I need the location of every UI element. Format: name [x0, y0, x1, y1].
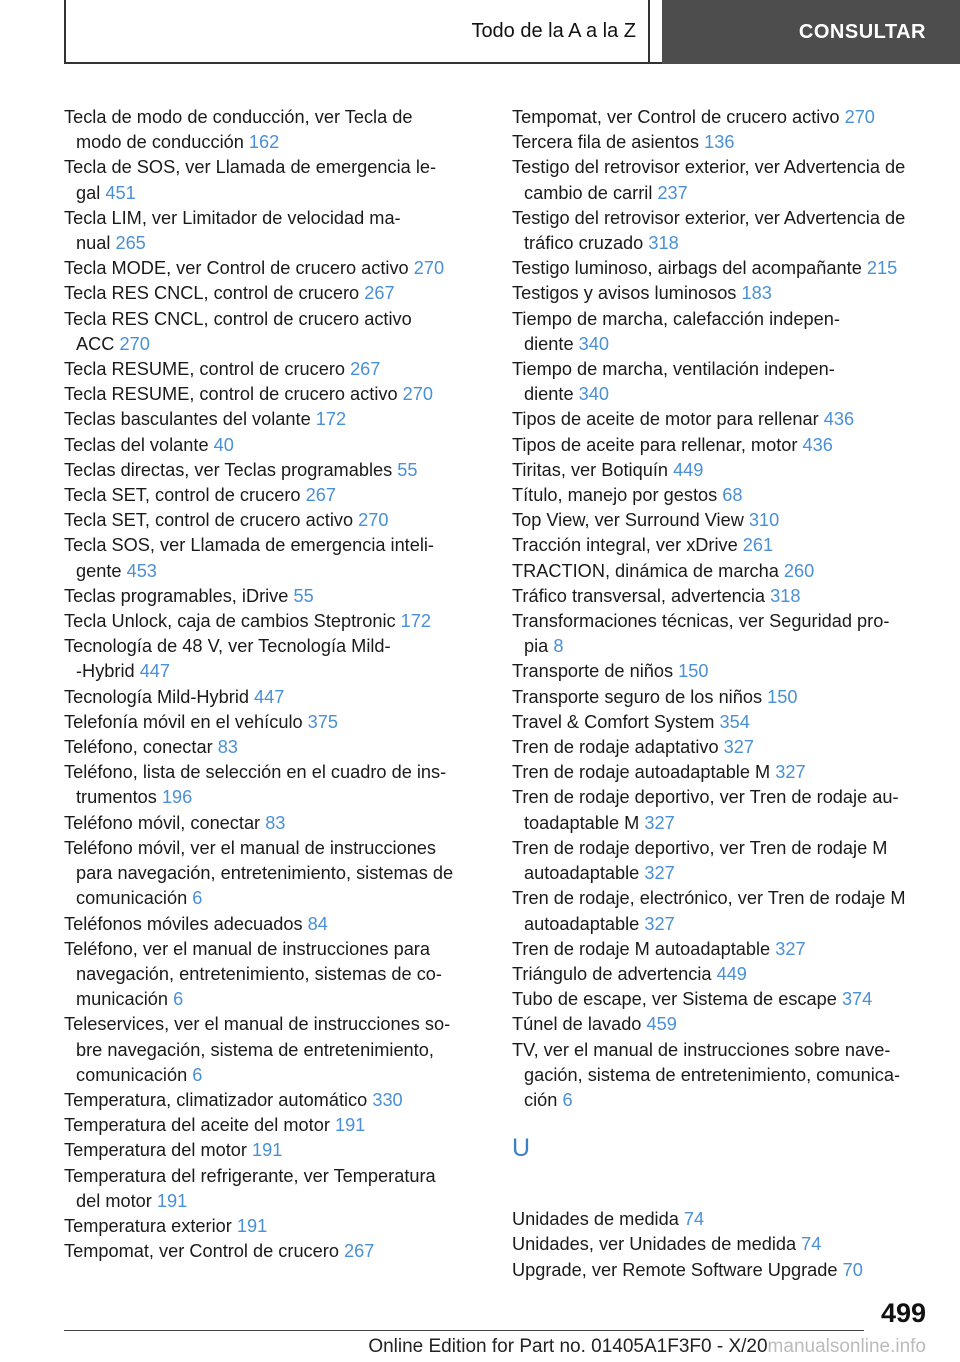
index-entry — [512, 1232, 932, 1257]
page-link[interactable]: 55 — [293, 585, 314, 606]
index-entry-text: Transformaciones técnicas, ver Seguridad pro‐ — [512, 611, 890, 632]
index-entry-text: Tren de rodaje autoadaptable M — [512, 762, 771, 783]
page-link[interactable]: 83 — [217, 737, 238, 758]
index-entry-text: diente — [524, 333, 574, 354]
page-link[interactable]: 6 — [192, 888, 203, 909]
index-entry-text: Teclas del volante — [64, 434, 209, 455]
page-link[interactable]: 327 — [775, 762, 806, 783]
index-entry — [64, 836, 474, 912]
index-entry — [64, 634, 474, 684]
index-entry-text: municación — [76, 989, 168, 1010]
index-entry — [512, 685, 932, 710]
index-entry-text: Teléfonos móviles adecuados — [64, 913, 303, 934]
tab-todo-de-la-a-a-la-z[interactable]: Todo de la A a la Z — [471, 19, 636, 42]
index-entry-text: Tubo de escape, ver Sistema de escape — [512, 989, 837, 1010]
index-entry — [64, 458, 474, 483]
index-entry-text: gal — [76, 182, 101, 203]
page-link[interactable]: 340 — [578, 333, 609, 354]
index-entry-text: Tempomat, ver Control de crucero — [64, 1241, 339, 1262]
index-entry-text: Temperatura del motor — [64, 1140, 247, 1161]
page-link[interactable]: 449 — [716, 963, 747, 984]
index-entry-text: Teléfono móvil, ver el manual de instrucciones — [64, 837, 437, 858]
index-entry — [64, 508, 474, 533]
index-entry-text: Unidades de medida — [512, 1209, 679, 1230]
header-divider-bottom — [64, 62, 664, 64]
index-entry-text: Tren de rodaje deportivo, ver Tren de rodaje M — [512, 837, 888, 858]
index-entry-text: Tecla de modo de conducción, ver Tecla de — [64, 107, 413, 127]
page-link[interactable]: 261 — [742, 535, 774, 556]
page-link[interactable]: 70 — [842, 1259, 863, 1280]
page-link[interactable]: 172 — [400, 611, 431, 632]
index-entry-text: Tecla MODE, ver Control de crucero activo — [64, 258, 409, 279]
index-entry-text: Temperatura del refrigerante, ver Temperatura — [64, 1165, 436, 1186]
page-header — [0, 0, 960, 64]
index-entry — [512, 1038, 932, 1114]
page-link[interactable]: 447 — [254, 686, 285, 707]
index-entry-text: Teclas programables, iDrive — [64, 585, 289, 606]
page-link[interactable]: 8 — [553, 636, 564, 657]
page-link[interactable]: 354 — [719, 711, 750, 732]
index-entry-text: navegación, entretenimiento, sistemas de co‐ — [76, 963, 442, 984]
page-footer — [0, 1336, 926, 1358]
index-entry-text: Temperatura del aceite del motor — [64, 1115, 330, 1136]
index-entry — [512, 357, 932, 407]
index-entry-text: Teléfono, ver el manual de instrucciones para — [64, 938, 430, 959]
index-entry-text: Tecla SET, control de crucero activo — [64, 510, 354, 531]
index-entry-text: Tren de rodaje, electrónico, ver Tren de rodaje M — [512, 888, 906, 909]
index-entry — [64, 1214, 474, 1239]
page-link[interactable]: 270 — [413, 258, 445, 279]
index-entry-text: Tecla SET, control de crucero — [64, 485, 301, 506]
page-link[interactable]: 436 — [823, 409, 855, 430]
page-link[interactable]: 215 — [866, 258, 898, 279]
page-number: 499 — [880, 1298, 926, 1328]
index-entry-text: diente — [524, 384, 574, 405]
index-entry-text: nual — [76, 233, 111, 254]
index-entry-text: Teléfono, conectar — [64, 737, 213, 758]
page-link[interactable]: 6 — [192, 1064, 203, 1085]
index-entry-text: ACC — [76, 333, 115, 354]
index-entry-text: bre navegación, sistema de entretenimiento, — [76, 1039, 434, 1060]
index-entry — [512, 987, 932, 1012]
page-link[interactable]: 172 — [315, 409, 347, 430]
page-link[interactable]: 327 — [644, 863, 675, 884]
index-entry-text: Tipos de aceite para rellenar, motor — [512, 434, 798, 455]
index-entry-text: TV, ver el manual de instrucciones sobre nave‐ — [512, 1039, 891, 1060]
index-entry-text: gación, sistema de entretenimiento, comunica‐ — [524, 1064, 901, 1085]
index-entry — [64, 1164, 474, 1214]
page-link[interactable]: 191 — [334, 1115, 366, 1136]
page-link[interactable]: 436 — [802, 434, 833, 455]
index-entry — [64, 155, 474, 205]
index-entry — [512, 105, 932, 130]
page-link[interactable]: 191 — [156, 1190, 188, 1211]
index-entry-text: Top View, ver Surround View — [512, 510, 744, 531]
index-column-right — [512, 105, 932, 1283]
index-entry — [512, 659, 932, 684]
index-entry — [64, 609, 474, 634]
index-entry — [512, 483, 932, 508]
index-entry-text: toadaptable M — [524, 812, 640, 833]
footer-edition: Online Edition for Part no. 01405A1F3F0 - X/20 — [368, 1336, 768, 1357]
index-entry-text: Título, manejo por gestos — [512, 485, 718, 506]
index-entry-text: Tren de rodaje adaptativo — [512, 737, 719, 758]
page-link[interactable]: 447 — [139, 661, 171, 682]
page-link[interactable]: 267 — [305, 485, 336, 506]
page-link[interactable]: 327 — [644, 913, 675, 934]
page-link[interactable]: 270 — [402, 384, 433, 405]
index-entry — [512, 886, 932, 936]
index-entry-text: Telefonía móvil en el vehículo — [64, 711, 303, 732]
index-entry-text: comunicación — [76, 888, 188, 909]
index-entry-text: ción — [524, 1089, 558, 1110]
page-link[interactable]: 270 — [119, 333, 150, 354]
index-entry-text: Tipos de aceite de motor para rellenar — [512, 409, 819, 430]
index-entry-text: Testigo del retrovisor exterior, ver Advertencia de — [512, 207, 906, 228]
index-entry — [512, 760, 932, 785]
index-entry — [512, 836, 932, 886]
page-link[interactable]: 375 — [307, 711, 339, 732]
page-link[interactable]: 84 — [307, 913, 328, 934]
index-entry-text: Transporte seguro de los niños — [512, 686, 763, 707]
index-entry — [512, 307, 932, 357]
index-entry-text: Tecla RESUME, control de crucero — [64, 359, 345, 380]
page-link[interactable]: 40 — [213, 434, 234, 455]
index-entry-text: Teclas directas, ver Teclas programables — [64, 459, 393, 480]
page-link[interactable]: 318 — [648, 233, 679, 254]
index-entry-text: Tiritas, ver Botiquín — [512, 459, 668, 480]
page-link[interactable]: 237 — [657, 182, 688, 203]
index-entry — [64, 206, 474, 256]
page-link[interactable]: 183 — [741, 283, 772, 304]
index-entry — [512, 407, 932, 432]
index-entry-text: TRACTION, dinámica de marcha — [512, 560, 779, 581]
index-entry — [512, 508, 932, 533]
index-entry-text: Transporte de niños — [512, 661, 674, 682]
index-entry — [64, 357, 474, 382]
index-entry-text: Triángulo de advertencia — [512, 963, 712, 984]
page-link[interactable]: 270 — [844, 107, 875, 127]
index-entry-text: Tiempo de marcha, ventilación indepen‐ — [512, 359, 835, 380]
index-entry-text: trumentos — [76, 787, 157, 808]
page-link[interactable]: 74 — [683, 1209, 705, 1230]
index-entry-text: Tercera fila de asientos — [512, 132, 700, 153]
page-link[interactable]: 267 — [350, 359, 381, 380]
index-entry-text: Tren de rodaje deportivo, ver Tren de rodaje au‐ — [512, 787, 899, 808]
page-link[interactable]: 374 — [841, 989, 873, 1010]
page-link[interactable]: 74 — [801, 1234, 822, 1255]
page-link[interactable]: 459 — [646, 1014, 677, 1035]
index-entry-text: Tecla de SOS, ver Llamada de emergencia le‐ — [64, 157, 437, 178]
footer-divider — [64, 1330, 864, 1331]
index-entry — [512, 206, 932, 256]
index-entry-text: Tren de rodaje M autoadaptable — [512, 938, 771, 959]
index-group-t — [512, 105, 932, 1113]
index-entry-text: Unidades, ver Unidades de medida — [512, 1234, 797, 1255]
index-entry-text: Tecnología de 48 V, ver Tecnología Mild- — [64, 636, 391, 657]
page-link[interactable]: 267 — [364, 283, 395, 304]
index-entry — [512, 962, 932, 987]
page-link[interactable]: 6 — [173, 989, 184, 1010]
index-entry — [512, 735, 932, 760]
index-entry — [64, 1239, 474, 1264]
index-entry — [64, 735, 474, 760]
index-entry — [64, 912, 474, 937]
index-entry — [512, 1012, 932, 1037]
index-entry — [512, 710, 932, 735]
index-entry — [64, 1088, 474, 1113]
page-link[interactable]: 136 — [704, 132, 735, 153]
page-link[interactable]: 260 — [783, 560, 815, 581]
index-entry — [64, 584, 474, 609]
index-entry — [64, 760, 474, 810]
index-entry-text: autoadaptable — [524, 863, 640, 884]
index-entry-text: Temperatura exterior — [64, 1215, 232, 1236]
index-entry — [64, 1138, 474, 1163]
index-entry-text: Tracción integral, ver xDrive — [512, 535, 738, 556]
index-entry — [512, 533, 932, 558]
index-entry-text: Tempomat, ver Control de crucero activo — [512, 107, 840, 127]
index-entry — [512, 458, 932, 483]
index-entry — [64, 256, 474, 281]
index-entry-text: Upgrade, ver Remote Software Upgrade — [512, 1259, 838, 1280]
page-link[interactable]: 327 — [775, 938, 806, 959]
index-entry-text: Testigo luminoso, airbags del acompañante — [512, 258, 862, 279]
index-entry-text: Teléfono móvil, conectar — [64, 812, 261, 833]
index-entry-text: Teléfono, lista de selección en el cuadro de ins‐ — [64, 762, 447, 783]
index-entry — [64, 382, 474, 407]
page-link[interactable]: 330 — [372, 1089, 403, 1110]
page-link[interactable]: 150 — [767, 686, 798, 707]
index-entry-text: Tecla RES CNCL, control de crucero — [64, 283, 360, 304]
index-entry-text: Tráfico transversal, advertencia — [512, 585, 766, 606]
index-entry — [64, 433, 474, 458]
index-entry — [512, 937, 932, 962]
index-entry-text: Testigos y avisos luminosos — [512, 283, 737, 304]
index-entry — [64, 937, 474, 1013]
index-entry — [512, 256, 932, 281]
page-link[interactable]: 270 — [358, 510, 389, 531]
page-link[interactable]: 327 — [723, 737, 755, 758]
index-entry — [512, 433, 932, 458]
page-link[interactable]: 265 — [115, 233, 146, 254]
page-link[interactable]: 196 — [161, 787, 193, 808]
page-link[interactable]: 327 — [644, 812, 675, 833]
page-link[interactable]: 318 — [770, 585, 801, 606]
index-entry — [512, 609, 932, 659]
index-entry-text: Teleservices, ver el manual de instrucciones so‐ — [64, 1014, 451, 1035]
header-divider-mid — [648, 0, 650, 64]
index-entry-text: para navegación, entretenimiento, sistemas de — [76, 863, 454, 884]
page-link[interactable]: 55 — [397, 459, 418, 480]
index-entry-text: del motor — [76, 1190, 152, 1211]
index-entry-text: Tecla RES CNCL, control de crucero activo — [64, 308, 412, 329]
index-entry-text: Tecla Unlock, caja de cambios Steptronic — [64, 611, 396, 632]
index-entry-text: -Hybrid — [76, 661, 135, 682]
index-entry — [64, 105, 474, 155]
index-entry-text: autoadaptable — [524, 913, 640, 934]
index-entry — [512, 559, 932, 584]
index-entry-text: Túnel de lavado — [512, 1014, 642, 1035]
index-entry-text: comunicación — [76, 1064, 188, 1085]
index-entry — [64, 533, 474, 583]
index-entry-text: Teclas basculantes del volante — [64, 409, 311, 430]
index-entry-text: pia — [524, 636, 549, 657]
index-entry-text: modo de conducción — [76, 132, 244, 153]
page-link[interactable]: 6 — [562, 1089, 573, 1110]
index-entry-text: cambio de carril — [524, 182, 653, 203]
index-entry — [64, 281, 474, 306]
index-entry — [64, 685, 474, 710]
index-column-left — [64, 105, 474, 1264]
index-entry — [64, 407, 474, 432]
page-link[interactable]: 449 — [673, 459, 704, 480]
page-link[interactable]: 340 — [578, 384, 609, 405]
page-link[interactable]: 191 — [252, 1140, 283, 1161]
index-entry — [512, 584, 932, 609]
index-entry — [512, 785, 932, 835]
index-entry — [512, 130, 932, 155]
index-entry-text: Tecla SOS, ver Llamada de emergencia inteli‐ — [64, 535, 434, 556]
tab-consultar[interactable]: CONSULTAR — [662, 0, 960, 64]
index-entry — [512, 281, 932, 306]
footer-watermark: manualsonline.info — [767, 1336, 926, 1357]
page-link[interactable]: 83 — [265, 812, 286, 833]
index-entry — [64, 710, 474, 735]
page-link[interactable]: 267 — [344, 1241, 375, 1262]
page-link[interactable]: 68 — [722, 485, 743, 506]
section-letter: U — [512, 1134, 531, 1163]
index-entry-text: gente — [76, 560, 122, 581]
index-entry — [64, 811, 474, 836]
index-entry-text: Temperatura, climatizador automático — [64, 1089, 368, 1110]
index-entry-text: Travel & Comfort System — [512, 711, 715, 732]
index-entry — [64, 483, 474, 508]
index-entry — [64, 307, 474, 357]
index-entry-text: Tecla RESUME, control de crucero activo — [64, 384, 398, 405]
index-entry-text: tráfico cruzado — [524, 233, 644, 254]
index-entry — [512, 1207, 932, 1232]
page-link[interactable]: 191 — [236, 1215, 268, 1236]
page-link[interactable]: 310 — [748, 510, 780, 531]
index-entry — [512, 1258, 932, 1283]
index-entry — [64, 1012, 474, 1088]
index-group-u — [512, 1207, 932, 1283]
index-entry-text: Tecnología Mild-Hybrid — [64, 686, 249, 707]
index-entry-text: Testigo del retrovisor exterior, ver Advertencia de — [512, 157, 906, 178]
index-entry — [64, 1113, 474, 1138]
index-entry-text: Tiempo de marcha, calefacción indepen‐ — [512, 308, 840, 329]
index-entry — [512, 155, 932, 205]
page-link[interactable]: 162 — [248, 132, 280, 153]
index-entry-text: Tecla LIM, ver Limitador de velocidad ma‐ — [64, 207, 401, 228]
page-link[interactable]: 150 — [678, 661, 709, 682]
page-link[interactable]: 451 — [105, 182, 136, 203]
page-link[interactable]: 453 — [126, 560, 157, 581]
